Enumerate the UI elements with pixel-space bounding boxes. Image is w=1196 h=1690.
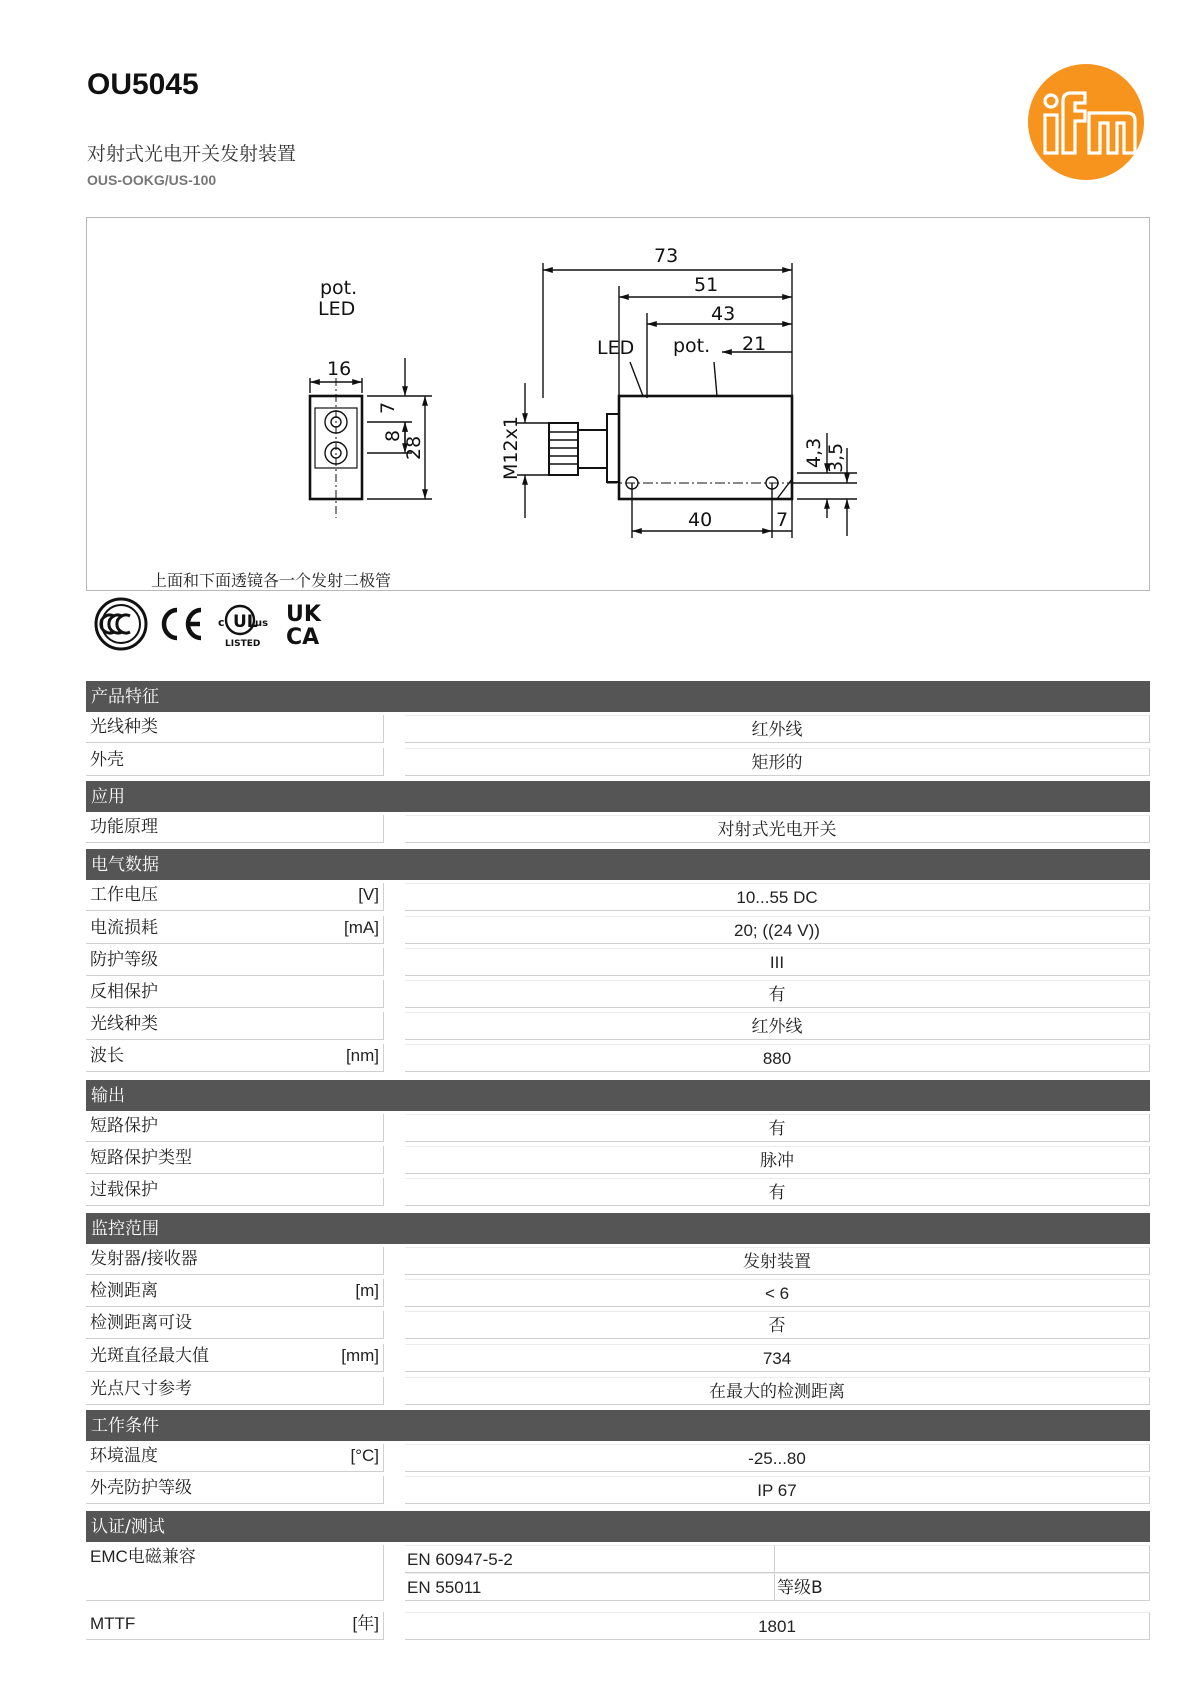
row-label-text: 防护等级 (90, 950, 158, 970)
label-pot-side: pot. (673, 335, 711, 357)
table-row (86, 715, 1150, 743)
row-unit: [m] (355, 1281, 379, 1300)
table-row (86, 980, 1150, 1008)
section-header: 产品特征 (86, 681, 1150, 712)
row-label-text: 短路保护类型 (90, 1148, 192, 1168)
dim-51: 51 (694, 274, 719, 296)
row-value: 脉冲 (405, 1146, 1150, 1174)
row-label (86, 1114, 384, 1142)
row-label-text: 电流损耗 (90, 918, 158, 938)
row-label (86, 1146, 384, 1174)
row-label-text: 光斑直径最大值 (90, 1346, 209, 1366)
row-value: 880 (405, 1044, 1150, 1072)
row-value: 对射式光电开关 (405, 815, 1150, 843)
row-value: 20; ((24 V)) (405, 916, 1150, 944)
table-row-emc (86, 1545, 1150, 1601)
row-value: 有 (405, 980, 1150, 1008)
row-label (86, 980, 384, 1008)
dim-40: 40 (688, 509, 713, 531)
row-value: 10...55 DC (405, 883, 1150, 911)
svg-text:LISTED: LISTED (225, 639, 261, 649)
table-row (86, 1146, 1150, 1174)
label-pot-front: pot. (320, 277, 358, 299)
row-label (86, 916, 384, 944)
drawing-caption: 上面和下面透镜各一个发射二极管 (151, 571, 392, 590)
svg-text:UK: UK (286, 602, 321, 627)
row-label (86, 1476, 384, 1504)
label-led-side: LED (597, 337, 635, 359)
dimension-drawing (86, 217, 1150, 591)
section-header: 电气数据 (86, 849, 1150, 880)
table-row (86, 1612, 1150, 1640)
row-label-text: 检测距离可设 (90, 1313, 192, 1333)
row-value: 有 (405, 1114, 1150, 1142)
row-label (86, 748, 384, 776)
row-value: 红外线 (405, 715, 1150, 743)
row-label-text: 检测距离 (90, 1281, 158, 1301)
dim-73: 73 (654, 245, 679, 267)
dimension-drawing-svg (87, 218, 1151, 592)
row-label-text: 发射器/接收器 (90, 1249, 198, 1269)
row-unit: [°C] (350, 1446, 379, 1465)
product-code: OUS-OOKG/US-100 (87, 172, 217, 188)
certification-marks (92, 596, 332, 652)
section-header: 输出 (86, 1080, 1150, 1111)
row-label-text: 外壳 (90, 750, 124, 770)
table-row (86, 1114, 1150, 1142)
row-label (86, 883, 384, 911)
emc-standard-2: EN 55011 (405, 1573, 775, 1601)
dim-28: 28 (403, 435, 425, 460)
table-row (86, 1344, 1150, 1372)
row-label (86, 1444, 384, 1472)
row-label (86, 1044, 384, 1072)
row-label-text: 反相保护 (90, 982, 158, 1002)
dim-8: 8 (382, 429, 404, 442)
row-label (86, 1279, 384, 1307)
row-label (86, 1311, 384, 1339)
row-value: -25...80 (405, 1444, 1150, 1472)
row-label: EMC电磁兼容 (86, 1545, 384, 1601)
row-label-text: MTTF (90, 1614, 136, 1633)
row-unit: [年] (352, 1614, 379, 1633)
row-label-text: 功能原理 (90, 817, 158, 837)
row-label-text: 短路保护 (90, 1116, 158, 1136)
row-label-text: 工作电压 (90, 885, 158, 905)
dim-7b: 7 (776, 509, 789, 531)
section-header: 工作条件 (86, 1410, 1150, 1441)
section-header: 认证/测试 (86, 1511, 1150, 1542)
table-row (86, 916, 1150, 944)
section-header: 监控范围 (86, 1213, 1150, 1244)
dim-43: 43 (711, 303, 736, 325)
emc-standard-1-extra (775, 1545, 1150, 1573)
row-label (86, 1012, 384, 1040)
emc-standard-2-class: 等级B (775, 1573, 1150, 1601)
table-row (86, 948, 1150, 976)
ce-mark (164, 610, 201, 638)
row-label (86, 948, 384, 976)
row-value: IP 67 (405, 1476, 1150, 1504)
row-label (86, 715, 384, 743)
svg-text:CA: CA (286, 625, 320, 650)
row-label (86, 1178, 384, 1206)
row-value: 734 (405, 1344, 1150, 1372)
table-row (86, 815, 1150, 843)
row-label (86, 1247, 384, 1275)
row-label-text: 外壳防护等级 (90, 1478, 192, 1498)
svg-text:UL: UL (233, 612, 258, 632)
table-row (86, 1377, 1150, 1405)
row-label (86, 815, 384, 843)
section-header: 应用 (86, 781, 1150, 812)
culus-mark (218, 606, 268, 649)
row-label-text: 光点尺寸参考 (90, 1379, 192, 1399)
dim-m12x1: M12x1 (500, 416, 522, 480)
table-row (86, 748, 1150, 776)
table-row (86, 1444, 1150, 1472)
table-row (86, 1311, 1150, 1339)
product-subtitle: 对射式光电开关发射装置 (87, 143, 297, 165)
row-value: 在最大的检测距离 (405, 1377, 1150, 1405)
table-row (86, 1279, 1150, 1307)
table-row (86, 1178, 1150, 1206)
svg-text:c: c (218, 616, 225, 629)
row-label-text: 光线种类 (90, 717, 158, 737)
product-title: OU5045 (87, 68, 199, 101)
row-value: 有 (405, 1178, 1150, 1206)
row-label (86, 1612, 384, 1640)
row-label (86, 1377, 384, 1405)
table-row (86, 1247, 1150, 1275)
emc-standard-1: EN 60947-5-2 (405, 1545, 775, 1573)
ccc-mark (96, 599, 146, 649)
dim-3-5: 3,5 (825, 442, 847, 473)
row-unit: [mm] (341, 1346, 379, 1365)
dim-16: 16 (327, 358, 352, 380)
dim-7: 7 (377, 401, 399, 414)
row-value: 矩形的 (405, 748, 1150, 776)
row-unit: [nm] (345, 1046, 379, 1065)
table-row (86, 883, 1150, 911)
row-label-text: 光线种类 (90, 1014, 158, 1034)
row-value: 否 (405, 1311, 1150, 1339)
label-led-front: LED (318, 298, 356, 320)
ifm-logo (1027, 63, 1145, 181)
row-unit: [mA] (344, 918, 379, 937)
row-label-text: 过载保护 (90, 1180, 158, 1200)
row-label (86, 1344, 384, 1372)
dim-4-3: 4,3 (803, 437, 825, 468)
row-unit: [V] (358, 885, 379, 904)
row-value: 红外线 (405, 1012, 1150, 1040)
ukca-mark (286, 602, 322, 650)
table-row (86, 1044, 1150, 1072)
row-value: 发射装置 (405, 1247, 1150, 1275)
row-label-text: 波长 (90, 1046, 124, 1066)
row-value: 1801 (405, 1612, 1150, 1640)
dim-21: 21 (742, 333, 767, 355)
svg-text:us: us (255, 618, 269, 629)
row-value: III (405, 948, 1150, 976)
row-label-text: 环境温度 (90, 1446, 158, 1466)
row-value: < 6 (405, 1279, 1150, 1307)
table-row (86, 1476, 1150, 1504)
table-row (86, 1012, 1150, 1040)
